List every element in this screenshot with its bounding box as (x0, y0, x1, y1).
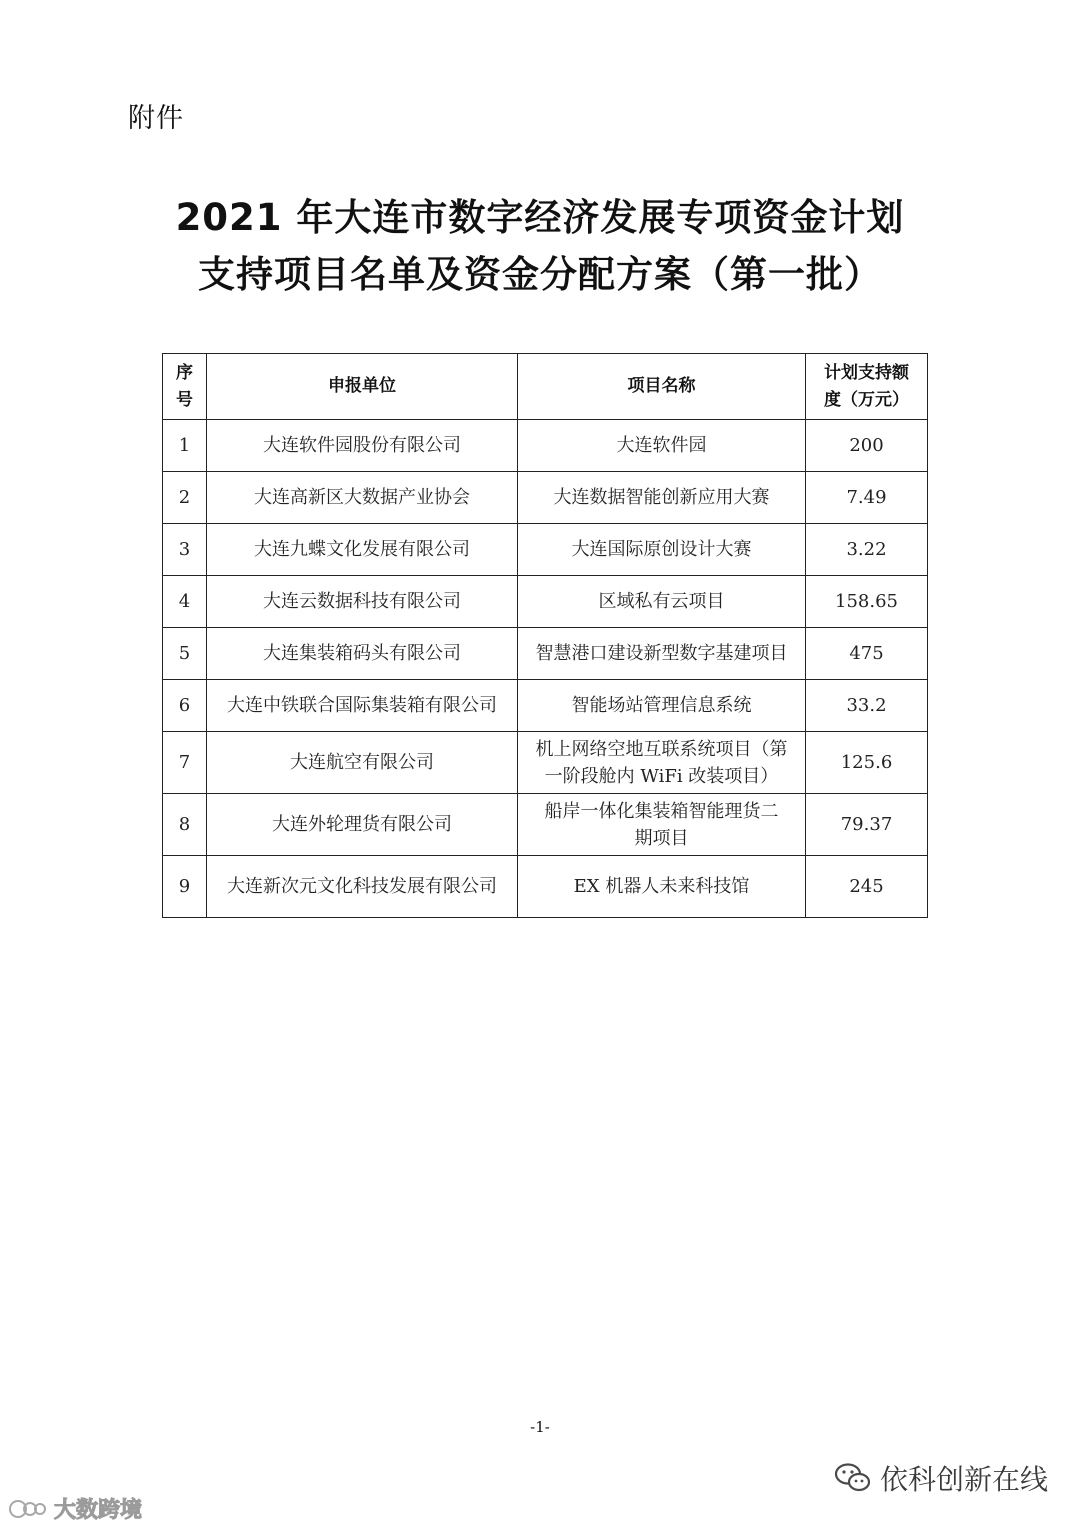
header-index-line2: 号 (176, 389, 193, 410)
row-project-line1: 机上网络空地互联系统项目（第 (535, 738, 788, 760)
row-index: 7 (163, 732, 207, 794)
table-row (163, 420, 928, 472)
row-project (518, 732, 806, 794)
header-amount-line1: 计划支持额 (824, 362, 909, 383)
row-org: 大连航空有限公司 (207, 732, 518, 794)
row-project (518, 794, 806, 856)
row-amount: 125.6 (806, 732, 928, 794)
document-title-line2: 支持项目名单及资金分配方案（第一批） (198, 253, 882, 296)
row-index: 4 (163, 576, 207, 628)
row-amount: 33.2 (806, 680, 928, 732)
watermark-left-text: 大数跨境 (54, 1498, 143, 1523)
header-amount (806, 354, 928, 420)
row-index: 9 (163, 856, 207, 918)
header-org: 申报单位 (207, 354, 518, 420)
row-project: 大连国际原创设计大赛 (518, 524, 806, 576)
row-amount: 200 (806, 420, 928, 472)
table-row (163, 794, 928, 856)
table-header-row (163, 354, 928, 420)
row-org: 大连新次元文化科技发展有限公司 (207, 856, 518, 918)
row-project: 智能场站管理信息系统 (518, 680, 806, 732)
row-amount: 475 (806, 628, 928, 680)
row-amount: 7.49 (806, 472, 928, 524)
watermark-left (8, 1493, 142, 1524)
row-index: 3 (163, 524, 207, 576)
row-org: 大连中铁联合国际集装箱有限公司 (207, 680, 518, 732)
row-amount: 79.37 (806, 794, 928, 856)
row-project: 区域私有云项目 (518, 576, 806, 628)
watermark-right (834, 1458, 1048, 1498)
table-row (163, 856, 928, 918)
row-amount: 158.65 (806, 576, 928, 628)
table-row (163, 472, 928, 524)
watermark-logo-icon (8, 1497, 48, 1521)
header-amount-line2: 度（万元） (824, 389, 909, 410)
header-project: 项目名称 (518, 354, 806, 420)
row-index: 8 (163, 794, 207, 856)
table-row (163, 524, 928, 576)
funding-table (162, 353, 928, 918)
row-index: 6 (163, 680, 207, 732)
row-org: 大连高新区大数据产业协会 (207, 472, 518, 524)
table-row (163, 628, 928, 680)
row-index: 1 (163, 420, 207, 472)
page-number: -1- (530, 1418, 550, 1436)
row-amount: 245 (806, 856, 928, 918)
row-project: EX 机器人未来科技馆 (518, 856, 806, 918)
row-org: 大连集装箱码头有限公司 (207, 628, 518, 680)
row-project: 大连数据智能创新应用大赛 (518, 472, 806, 524)
header-index-line1: 序 (176, 362, 193, 383)
watermark-right-text: 依科创新在线 (879, 1463, 1048, 1496)
row-org: 大连外轮理货有限公司 (207, 794, 518, 856)
row-project: 大连软件园 (518, 420, 806, 472)
row-org: 大连云数据科技有限公司 (207, 576, 518, 628)
attachment-label: 附件 (128, 103, 184, 134)
row-project: 智慧港口建设新型数字基建项目 (518, 628, 806, 680)
header-index (163, 354, 207, 420)
table-row (163, 680, 928, 732)
table-row (163, 732, 928, 794)
row-project-line1: 船岸一体化集装箱智能理货二 (544, 800, 779, 822)
table-row (163, 576, 928, 628)
row-index: 2 (163, 472, 207, 524)
row-amount: 3.22 (806, 524, 928, 576)
row-org: 大连九蝶文化发展有限公司 (207, 524, 518, 576)
row-org: 大连软件园股份有限公司 (207, 420, 518, 472)
row-project-line2: 一阶段舱内 WiFi 改装项目） (544, 765, 779, 787)
row-index: 5 (163, 628, 207, 680)
document-title-line1: 2021 年大连市数字经济发展专项资金计划 (175, 196, 905, 239)
row-project-line2: 期项目 (634, 827, 689, 849)
wechat-icon (834, 1462, 872, 1494)
